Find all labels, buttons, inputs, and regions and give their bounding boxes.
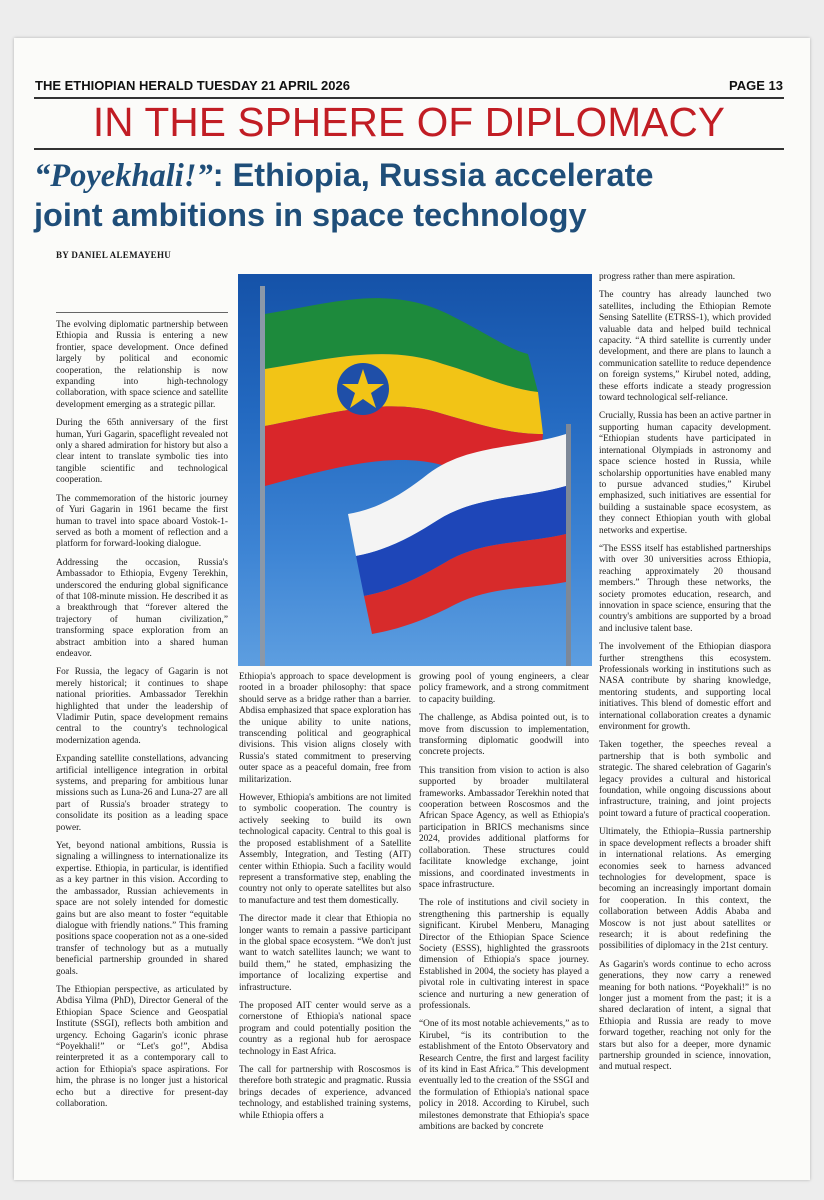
byline-rule	[56, 312, 228, 313]
paragraph: The involvement of the Ethiopian diaspora further strengthens this ecosystem. Professionals working in institutions such as NASA contribute by sharing knowledge, mentoring students, and supporting local initiatives. This blend of domestic effort and international collaboration creates a dynamic environment for growth.	[599, 642, 771, 733]
paragraph: Addressing the occasion, Russia's Ambassador to Ethiopia, Evgeny Terekhin, underscored the enduring global significance of that 108-minute mission. He described it as a breakthrough that “forever altered the trajectory of human civilization,” transforming space exploration from an abstract ambition into a shared human endeavor.	[56, 557, 228, 659]
flags-photo	[238, 274, 592, 666]
paragraph: Expanding satellite constellations, advancing artificial intelligence integration in orbital systems, and preparing for ambitious lunar missions such as Luna-26 and Luna-27 are all part of Russia's broader strategy to consolidate its position as a leading space power.	[56, 754, 228, 833]
page-number: PAGE 13	[729, 78, 783, 93]
paragraph: The director made it clear that Ethiopia no longer wants to remain a passive participant in the global space ecosystem. “We don't just want to watch satellites launch; we want to build them,” he stated, emphasizing the importance of localizing expertise and infrastructure.	[239, 914, 411, 993]
headline-line2: joint ambitions in space technology	[34, 197, 587, 233]
paragraph: The role of institutions and civil society in strengthening this partnership is equally significant. Kirubel Menberu, Managing Director of the Ethiopian Space Science Society (ESSS), highlighted the grassroots dimension of Ethiopia's space journey. Established in 2004, the society has played a pivotal role in cultivating interest in space science and nurturing a new generation of professionals.	[419, 898, 589, 1011]
paragraph: The proposed AIT center would serve as a cornerstone of Ethiopia's national space program and could potentially position the country as a regional hub for aerospace technology in East Africa.	[239, 1000, 411, 1057]
paragraph: growing pool of young engineers, a clear policy framework, and a strong commitment to capacity building.	[419, 672, 589, 705]
paragraph: The call for partnership with Roscosmos is therefore both strategic and pragmatic. Russia brings decades of experience, advanced technology, and established training systems, while Ethiopia offers a	[239, 1065, 411, 1121]
paragraph: Yet, beyond national ambitions, Russia is signaling a willingness to internationalize its expertise. Ethiopia, in particular, is identified as a key partner in this vision. According to the ambassador, Russian achievements in space are not solely intended for domestic gains but are also meant to foster “equitable dialogue with friendly nations.” This framing positions space cooperation not as a one-sided transfer of technology but as a mutually beneficial partnership grounded in shared goals.	[56, 841, 228, 977]
ethiopian-flag-pole	[260, 286, 265, 666]
russian-flag-pole	[566, 424, 571, 666]
section-title: IN THE SPHERE OF DIPLOMACY	[92, 99, 726, 145]
byline: BY DANIEL ALEMAYEHU	[56, 250, 172, 260]
paragraph: For Russia, the legacy of Gagarin is not merely historical; it continues to shape national priorities. Ambassador Terekhin highlighted that under the leadership of Vladimir Putin, space development remains central to the country's technological modernization agenda.	[56, 667, 228, 746]
paragraph-part: During the 65th anniversary of the first human, Yuri Gagarin, spaceflight revealed not only a shared admiration for history but also a clear intent to translate symbolic ties into tangible scientific and technological cooperation.	[56, 418, 228, 486]
paragraph: The Ethiopian perspective, as articulated by Abdisa Yilma (PhD), Director General of the Ethiopian Space Science and Geospatial Institute (SSGI), reflects both ambition and urgency. Echoing Gagarin's iconic phrase “Poyekhali!” or “Let's go!”, Abdisa reinterpreted it as a contemporary call to action for Ethiopia's space aspirations. For him, the phrase is no longer just a historical echo but a directive for present-day collaboration.	[56, 984, 228, 1109]
paragraph: “One of its most notable achievements,” as to Kirubel, “is its contribution to the establishment of the Entoto Observatory and Research Centre, the first and largest facility of its kind in East Africa.” This development eventually led to the creation of the SSGI and the formulation of Ethiopia's national space policy in 2018. According to Kirubel, such milestones demonstrate that Ethiopia's space ambitions are backed by concrete	[419, 1019, 589, 1133]
flags-illustration	[238, 274, 592, 666]
paragraph: The challenge, as Abdisa pointed out, is to move from discussion to implementation, transforming diplomatic goodwill into concrete projects.	[419, 713, 589, 758]
paragraph: As Gagarin's words continue to echo across generations, they now carry a renewed meaning for both nations. “Poyekhali!” is no longer just a moment from the past; it is a shared declaration of intent, a signal that Ethiopia and Russia are ready to move forward together, reaching not only for the stars but also for a deeper, more dynamic partnership grounded in science, innovation, and mutual respect.	[599, 959, 771, 1073]
article-headline	[34, 156, 794, 235]
paragraph	[56, 418, 228, 486]
paragraph: progress rather than mere aspiration.	[599, 272, 736, 282]
masthead	[35, 78, 783, 93]
headline-line1: : Ethiopia, Russia accelerate	[212, 157, 654, 193]
paragraph: The evolving diplomatic partnership between Ethiopia and Russia is entering a new frontier, space development. Once defined largely by political and economic cooperation, the relationship is now expanding into high-technology collaboration, with space science and satellite development emerging as a strategic pillar.	[56, 320, 228, 410]
paragraph: However, Ethiopia's ambitions are not limited to symbolic cooperation. The country is actively seeking to build its own technological capacity. Central to this goal is the proposed establishment of a Satellite Assembly, Integration, and Testing (AIT) center within Ethiopia. Such a facility would represent a transformative step, enabling the country not only to operate satellites but also to manufacture and test them domestically.	[239, 793, 411, 906]
paragraph: This transition from vision to action is also supported by broader multilateral frameworks. Ambassador Terekhin noted that cooperation between Roscosmos and the African Space Agency, as well as Ethiopia's participation in BRICS mechanisms since 2024, provides additional platforms for collaboration. These structures could facilitate knowledge exchange, joint missions, and coordinated investments in space infrastructure.	[419, 765, 589, 890]
paragraph: Ethiopia's approach to space development is rooted in a broader philosophy: that space should serve as a bridge rather than a barrier. Abdisa emphasized that space exploration has the unique ability to unite nations, transcending political and geographical divisions. This vision aligns closely with Russia's stated commitment to preserving outer space as a peaceful domain, free from militarization.	[239, 672, 411, 785]
article-column-1	[56, 320, 228, 1117]
paragraph: “The ESSS itself has established partnerships with over 30 universities across Ethiopia, reaching approximately 20 thousand members.” Through these networks, the society promotes education, research, and innovation in space science, ensuring that the country's ambitions are supported by a broad and inclusive talent base.	[599, 543, 771, 634]
newspaper-page	[14, 38, 810, 1180]
headline-quote: “Poyekhali!”	[34, 158, 213, 194]
paragraph: The commemoration of the historic journey of Yuri Gagarin in 1961 became the first human to travel into space aboard Vostok-1- served as both a moment of reflection and a platform for forward-looking dialogue.	[56, 493, 228, 550]
article-column-4	[599, 272, 771, 1081]
section-rule	[34, 148, 784, 150]
paragraph: Crucially, Russia has been an active partner in supporting human capacity development. “Ethiopian students have participated in international Olympiads in astronomy and space science hosted in Russia, while scholarship opportunities have enabled many to pursue advanced studies,” Kirubel emphasized, such initiatives are essential for building a sustainable space ecosystem, as they connect Ethiopian youth with global networks and expertise.	[599, 411, 771, 536]
russian-flag	[348, 434, 566, 634]
article-column-2	[239, 672, 411, 1129]
masthead-paper-date: THE ETHIOPIAN HERALD TUESDAY 21 APRIL 2026	[35, 78, 350, 93]
paragraph: Ultimately, the Ethiopia–Russia partnership in space development reflects a broader shift in international relations. As emerging economies seek to harness advanced technologies for development, space is becoming an increasingly important domain for cooperation. In this context, the collaboration between Addis Ababa and Moscow is not just about satellites or research; it is about redefining the possibilities of diplomacy in the 21st century.	[599, 827, 771, 952]
paragraph: Taken together, the speeches reveal a partnership that is both symbolic and strategic. The shared celebration of Gagarin's legacy provides a cultural and historical foundation, while ongoing discussions about infrastructure, training, and joint projects point toward a future of practical cooperation.	[599, 740, 771, 819]
paragraph: The country has already launched two satellites, including the Ethiopian Remote Sensing Satellite (ETRSS-1), which provided valuable data and helped build technical capacity. “A third satellite is currently under development, and there are plans to launch a communication satellite to reduce dependence on foreign systems,” Kirubel noted, adding, these efforts indicate a steady progression toward technological self-reliance.	[599, 290, 771, 404]
article-column-3	[419, 672, 589, 1140]
